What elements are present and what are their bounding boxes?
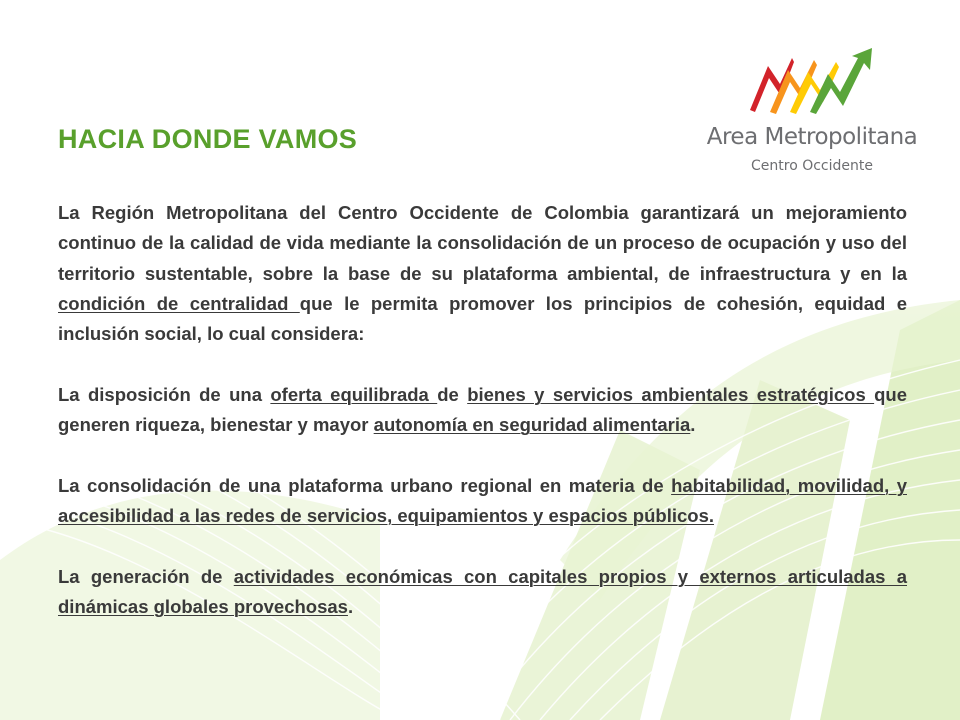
logo-name: Area Metropolitana	[706, 124, 918, 150]
paragraph-urban-platform	[58, 471, 907, 532]
logo-subtitle: Centro Occidente	[751, 158, 873, 174]
underlined-phrase: actividades económicas con capitales propios y externos articuladas a dinámicas globales provechosas	[58, 565, 907, 617]
underlined-phrase: habitabilidad, movilidad, y accesibilidad a las redes de servicios, equipamientos y espacios públicos.	[58, 474, 907, 526]
text-segment: La Región Metropolitana del Centro Occidente de Colombia garantizará un mejoramiento continuo de la calidad de vida mediante la consolidación de un proceso de ocupación y uso del territorio sustentable, sobre la base de su plataforma ambiental, de infraestructura y en la	[58, 202, 907, 284]
paragraph-environmental-offer	[58, 380, 907, 441]
paragraph-vision	[58, 198, 907, 349]
text-segment: de	[437, 383, 468, 405]
text-segment: que generen riqueza, bienestar y mayor	[58, 383, 908, 436]
logo-mark-icon	[746, 48, 876, 118]
body-text	[58, 198, 907, 622]
text-segment: La disposición de una	[58, 383, 271, 405]
underlined-phrase: bienes y servicios ambientales estratégicos	[467, 383, 875, 405]
text-segment: La consolidación de una plataforma urbano regional en materia de	[58, 474, 672, 496]
paragraph-economic-activities	[58, 562, 907, 623]
underlined-phrase: condición de centralidad	[58, 292, 300, 314]
text-segment: La generación de	[58, 565, 234, 587]
text-segment: que le permita promover los principios de cohesión, equidad e inclusión social, lo cual considera:	[58, 292, 907, 345]
underlined-phrase: autonomía en seguridad alimentaria	[373, 414, 691, 436]
text-segment: .	[690, 414, 696, 436]
text-segment: .	[347, 595, 354, 617]
page-title: HACIA DONDE VAMOS	[58, 124, 358, 154]
underlined-phrase: oferta equilibrada	[270, 383, 438, 405]
logo	[690, 48, 930, 188]
